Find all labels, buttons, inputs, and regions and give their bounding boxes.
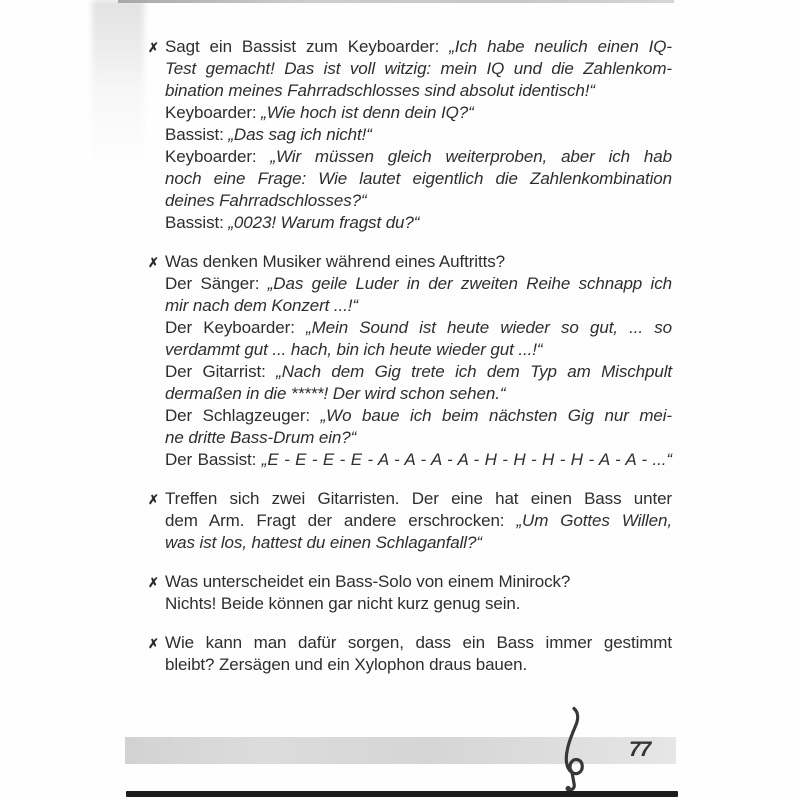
joke-line [165,295,672,317]
joke-narration-text: Bassist: [165,125,229,144]
joke-narration-text: Bassist: [165,213,229,232]
joke-line [165,339,672,361]
page-top-edge-line [118,0,674,3]
joke-line [165,532,672,554]
joke-narration-text: Treffen sich zwei Gitarristen. Der eine hat einen Bass unter [165,489,672,508]
joke-quote-text: „Wie hoch ist denn dein IQ?“ [261,103,474,122]
joke-line [165,102,672,124]
joke-narration-text: Keyboarder: [165,103,262,122]
joke-narration-text: Der Keyboarder: [165,318,307,337]
joke-block [148,571,672,615]
footer-bar [125,737,676,764]
joke-line [165,36,672,58]
joke-line [165,190,672,212]
joke-line [165,361,672,383]
joke-narration-text: Wie kann man dafür sorgen, dass ein Bass immer gestimmt [165,633,672,652]
joke-quote-text: deines Fahrradschlosses?“ [165,191,367,210]
joke-line [165,317,672,339]
joke-quote-text: „Das sag ich nicht!“ [228,125,372,144]
bullet-x-icon: ✗ [148,575,159,590]
joke-line [165,251,672,273]
joke-line [165,212,672,234]
jokes-list [148,36,672,693]
bullet-x-icon: ✗ [148,492,159,507]
joke-block [148,632,672,676]
bullet-x-icon: ✗ [148,40,159,55]
joke-line [165,571,672,593]
joke-line [165,146,672,168]
joke-narration-text: Keyboarder: [165,147,271,166]
page-number: 77 [629,738,651,761]
joke-narration-text: Sagt ein Bassist zum Keyboarder: [165,37,450,56]
joke-line [165,510,672,532]
joke-quote-text: Test gemacht! Das ist voll witzig: mein IQ und die Zahlenkom- [165,59,672,78]
joke-narration-text: bleibt? Zersägen und ein Xylophon draus bauen. [165,655,528,674]
joke-block [148,36,672,234]
joke-quote-text: bination meines Fahrradschlosses sind absolut identisch!“ [165,81,595,100]
joke-narration-text: dem Arm. Fragt der andere erschrocken: [165,511,517,530]
joke-narration-text: Was unterscheidet ein Bass-Solo von einem Minirock? [165,572,571,591]
joke-line [165,488,672,510]
joke-quote-text: „E - E - E - E - A - A - A - A - H - H - H - H - A - A - ...“ [261,450,672,469]
joke-quote-text: „Wo baue ich beim nächsten Gig nur mei- [320,406,672,425]
joke-quote-text: „Das geile Luder in der zweiten Reihe schnapp ich [267,274,672,293]
joke-narration-text: Der Schlagzeuger: [165,406,321,425]
joke-line [165,449,672,471]
joke-quote-text: mir nach dem Konzert ...!“ [165,296,358,315]
joke-quote-text: dermaßen in die *****! Der wird schon sehen.“ [165,384,506,403]
joke-quote-text: was ist los, hattest du einen Schlaganfall?“ [165,533,482,552]
joke-quote-text: „Mein Sound ist heute wieder so gut, ... so [306,318,672,337]
joke-narration-text: Was denken Musiker während eines Auftritts? [165,252,505,271]
joke-quote-text: „Nach dem Gig trete ich dem Typ am Mischpult [276,362,672,381]
joke-narration-text: Der Gitarrist: [165,362,277,381]
bottom-rule [126,791,678,797]
treble-clef-icon [557,706,589,794]
joke-line [165,124,672,146]
joke-line [165,654,672,676]
bullet-x-icon: ✗ [148,636,159,651]
joke-line [165,405,672,427]
joke-quote-text: ne dritte Bass-Drum ein?“ [165,428,357,447]
joke-line [165,273,672,295]
joke-line [165,632,672,654]
joke-quote-text: „Ich habe neulich einen IQ- [449,37,672,56]
joke-line [165,58,672,80]
joke-quote-text: verdammt gut ... hach, bin ich heute wieder gut ...!“ [165,340,543,359]
scan-shadow [92,0,144,170]
joke-quote-text: „Wir müssen gleich weiterproben, aber ich hab [270,147,672,166]
joke-block [148,488,672,554]
joke-narration-text: Der Sänger: [165,274,268,293]
joke-block [148,251,672,471]
joke-line [165,383,672,405]
joke-line [165,168,672,190]
joke-quote-text: „0023! Warum fragst du?“ [228,213,420,232]
joke-quote-text: „Um Gottes Willen, [516,511,672,530]
joke-line [165,427,672,449]
joke-narration-text: Der Bassist: [165,450,262,469]
joke-narration-text: Nichts! Beide können gar nicht kurz genug sein. [165,594,521,613]
bullet-x-icon: ✗ [148,255,159,270]
joke-quote-text: noch eine Frage: Wie lautet eigentlich die Zahlenkombination [165,169,672,188]
joke-line [165,80,672,102]
joke-line [165,593,672,615]
